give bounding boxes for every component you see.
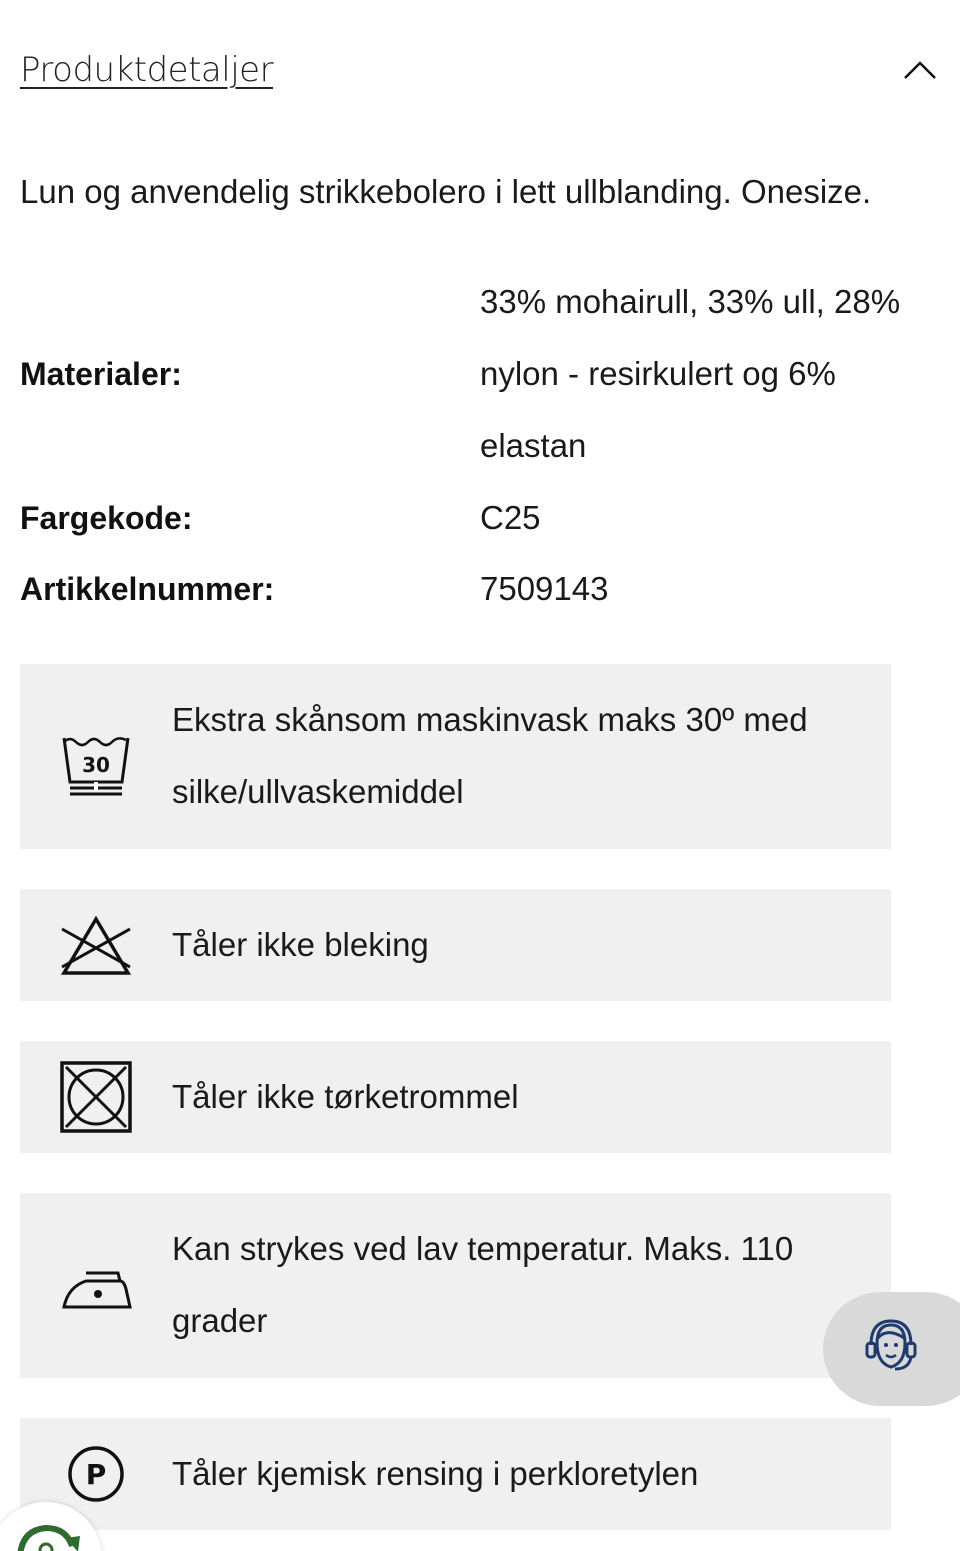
iron-low-icon [60, 1253, 132, 1325]
spec-value: C25 [480, 499, 541, 536]
wash-30-gentle-icon [60, 730, 132, 802]
no-bleach-icon [60, 909, 132, 981]
no-tumble-dry-icon [60, 1061, 132, 1133]
care-item-tumble-dry [20, 1041, 891, 1153]
recycle-icon [10, 1516, 82, 1551]
care-item-bleach [20, 889, 891, 1001]
accordion-header-product-details[interactable] [20, 40, 940, 100]
care-item-ironing [20, 1193, 891, 1378]
spec-label: Artikkelnummer: [20, 571, 275, 607]
dry-clean-p-icon [60, 1438, 132, 1510]
spec-row-materials [20, 266, 940, 482]
customer-service-button[interactable] [823, 1292, 960, 1406]
customer-service-icon[interactable] [863, 1317, 919, 1382]
care-item-dry-clean [20, 1418, 891, 1530]
care-item-wash [20, 664, 891, 849]
care-text: Ekstra skånsom maskinvask maks 30º med silke/ullvaskemiddel [172, 701, 808, 810]
spec-row-color-code [20, 482, 940, 554]
svg-text:30: 30 [82, 753, 110, 777]
spec-value: 7509143 [480, 570, 609, 607]
accordion-title[interactable]: Produktdetaljer [20, 50, 274, 90]
spec-value: 33% mohairull, 33% ull, 28% nylon - resirkulert og 6% elastan [480, 283, 901, 464]
spec-label: Fargekode: [20, 500, 193, 536]
care-text: Kan strykes ved lav temperatur. Maks. 110 grader [172, 1230, 794, 1339]
care-text: Tåler ikke bleking [172, 926, 429, 963]
chevron-up-icon[interactable] [900, 50, 940, 90]
care-text: Tåler ikke tørketrommel [172, 1078, 519, 1115]
spec-label: Materialer: [20, 356, 182, 392]
svg-text:P: P [85, 1458, 107, 1491]
spec-row-article-number [20, 553, 940, 625]
product-description: Lun og anvendelig strikkebolero i lett ullblanding. Onesize. [20, 173, 872, 210]
care-text: Tåler kjemisk rensing i perkloretylen [172, 1455, 699, 1492]
